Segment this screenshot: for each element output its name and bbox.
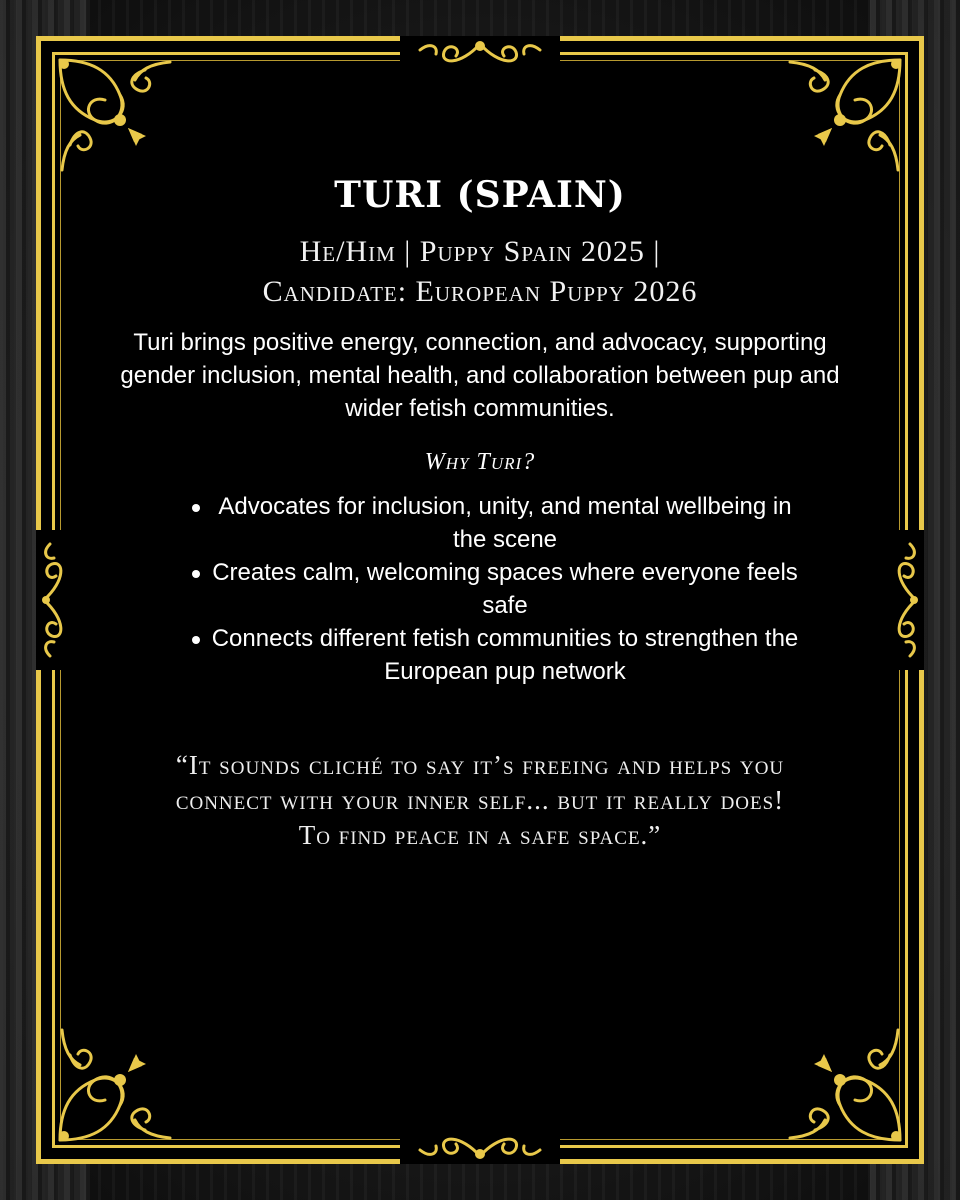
bullet-icon [192, 636, 200, 644]
list-item [120, 622, 840, 688]
reasons-list [120, 490, 840, 688]
scroll-crest-icon [400, 1130, 560, 1164]
side-scroll-icon [890, 530, 924, 670]
list-item-text: Creates calm, welcoming spaces where everyone feels safe [212, 559, 798, 619]
list-item-text: Advocates for inclusion, unity, and mental wellbeing in the scene [218, 493, 792, 553]
subtitle-line-2: Candidate: European Puppy 2026 [262, 275, 698, 308]
filigree-corner-icon [780, 1020, 910, 1150]
card-content [120, 160, 840, 853]
list-item-text: Connects different fetish communities to strengthen the European pup network [211, 625, 799, 685]
filigree-corner-icon [50, 1020, 180, 1150]
card-title: TURI (SPAIN) [334, 174, 626, 216]
subtitle-line-1: He/Him | Puppy Spain 2025 | [299, 235, 661, 268]
card-description: Turi brings positive energy, connection, and advocacy, supporting gender inclusion, mental health, and collaboration between pup and wider fetish communities. [120, 329, 840, 422]
side-scroll-icon [36, 530, 70, 670]
why-heading: Why Turi? [424, 449, 536, 475]
scroll-crest-icon [400, 36, 560, 70]
bullet-icon [192, 570, 200, 578]
list-item [120, 556, 840, 622]
list-item [120, 490, 840, 556]
bullet-icon [192, 504, 200, 512]
candidate-quote: “It sounds cliché to say it’s freeing and helps you connect with your inner self... but it really does! To find peace in a safe space.” [175, 750, 785, 850]
card-subtitle [120, 232, 840, 312]
